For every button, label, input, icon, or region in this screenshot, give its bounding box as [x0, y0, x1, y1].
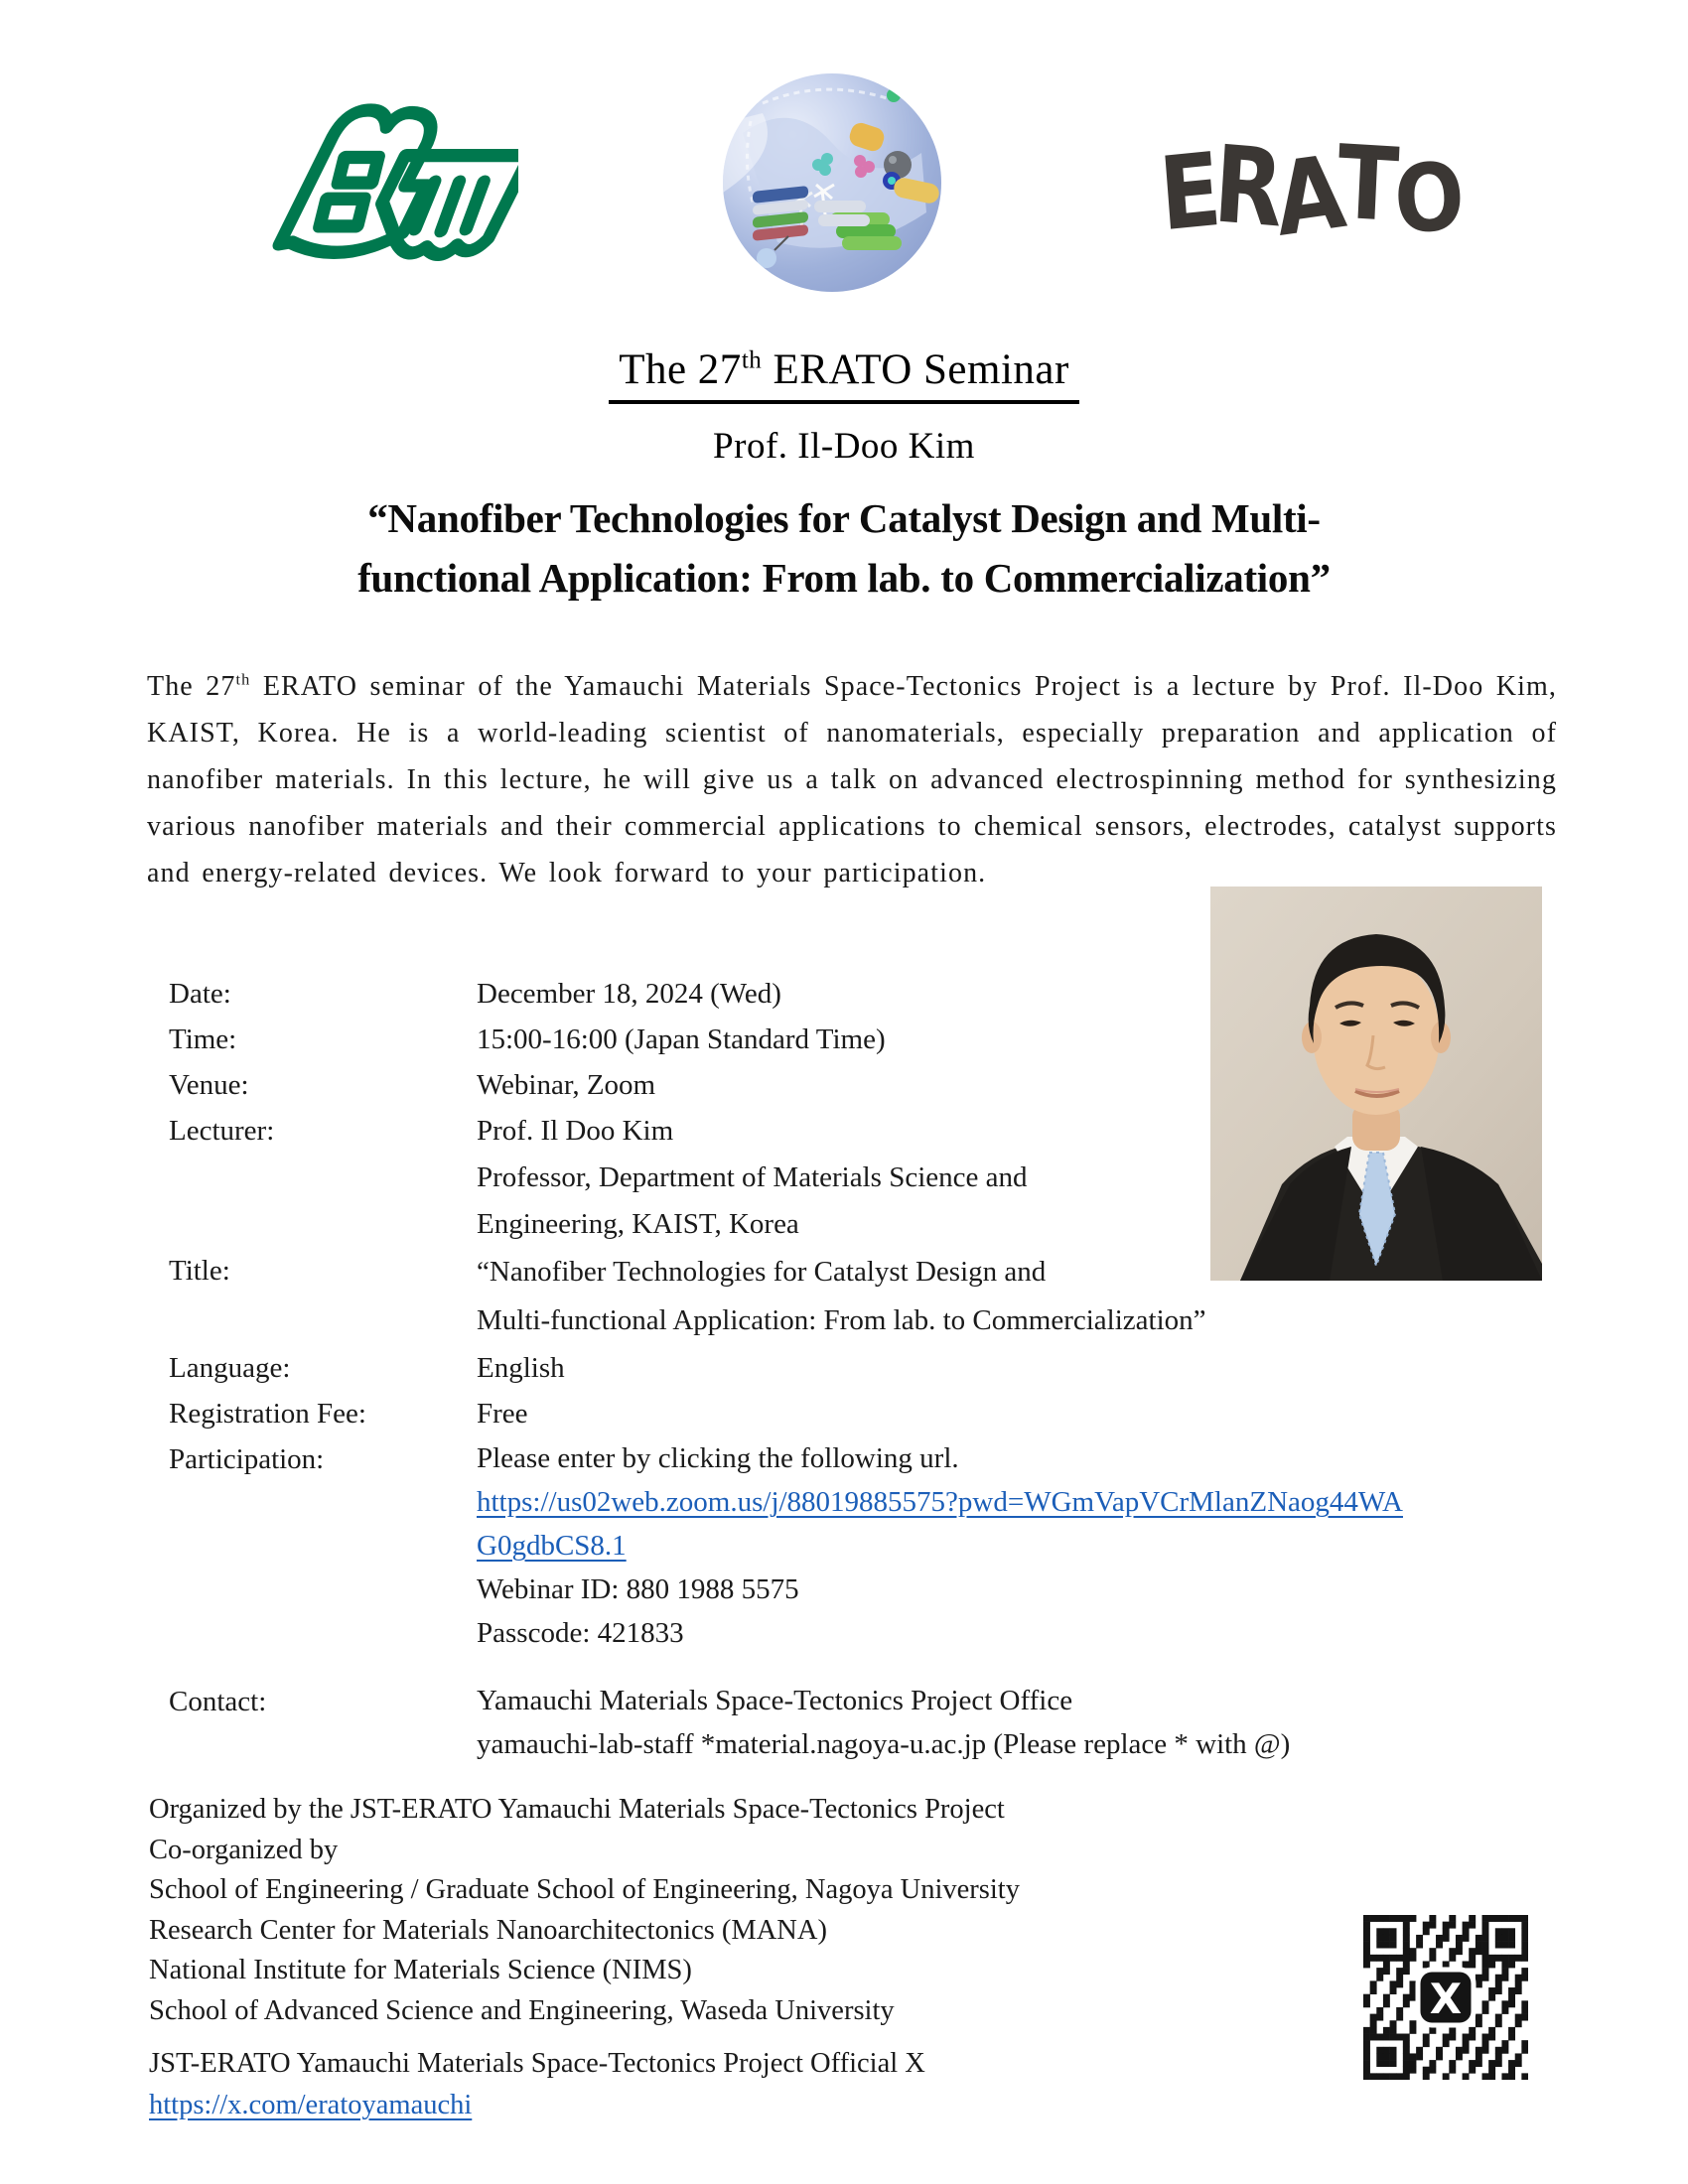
detail-row-lecturer	[169, 1108, 1579, 1248]
detail-row-participation	[169, 1436, 1579, 1655]
zoom-webinar-link[interactable]: https://us02web.zoom.us/j/88019885575?pwd=WGmVapVCrMlanZNaog44WA G0gdbCS8.1	[477, 1486, 1403, 1562]
detail-row-time	[169, 1017, 1579, 1062]
details-section	[169, 971, 1579, 1766]
detail-row-fee	[169, 1391, 1579, 1436]
language-label: Language:	[169, 1352, 291, 1384]
detail-row-contact	[169, 1679, 1579, 1766]
erato-logo: ERATO	[1155, 122, 1462, 260]
logo-row	[0, 0, 1688, 318]
webinar-id: Webinar ID: 880 1988 5575	[477, 1573, 799, 1605]
co-organizer-3: National Institute for Materials Science (NIMS)	[149, 1955, 692, 1985]
participation-label: Participation:	[169, 1443, 325, 1475]
co-organizer-4: School of Advanced Science and Engineering, Waseda University	[149, 1994, 895, 2026]
participation-value	[477, 1436, 1579, 1655]
official-x-label: JST-ERATO Yamauchi Materials Space-Tectonics Project Official X	[149, 2048, 925, 2079]
co-organized-by: Co-organized by	[149, 1834, 339, 1865]
co-organizer-2: Research Center for Materials Nanoarchitectonics (MANA)	[149, 1914, 827, 1946]
registration-fee-value: Free	[477, 1398, 528, 1430]
x-account-link[interactable]: https://x.com/eratoyamauchi	[149, 2090, 473, 2120]
time-value: 15:00-16:00 (Japan Standard Time)	[477, 1024, 886, 1055]
contact-value: Yamauchi Materials Space-Tectonics Project Office yamauchi-lab-staff *material.nagoya-u.ac.jp (Please replace * with @)	[477, 1685, 1291, 1760]
detail-row-title	[169, 1248, 1579, 1345]
detail-row-date	[169, 971, 1579, 1017]
project-logo-icon	[723, 73, 941, 292]
contact-label: Contact:	[169, 1686, 267, 1717]
qr-code-x-account	[1363, 1915, 1528, 2084]
date-label: Date:	[169, 978, 231, 1010]
organizers-section	[149, 1790, 1390, 2031]
time-label: Time:	[169, 1024, 237, 1055]
lecturer-name-heading: Prof. Il-Doo Kim	[713, 426, 975, 467]
svg-text:X: X	[1429, 1975, 1463, 2023]
passcode: Passcode: 421833	[477, 1617, 684, 1649]
date-value: December 18, 2024 (Wed)	[477, 978, 781, 1010]
official-x-section	[149, 2043, 1390, 2126]
organized-by: Organized by the JST-ERATO Yamauchi Materials Space-Tectonics Project	[149, 1794, 1005, 1825]
language-value: English	[477, 1352, 565, 1384]
title-value: “Nanofiber Technologies for Catalyst Design and Multi-functional Application: From lab. to Commercialization”	[477, 1256, 1206, 1336]
nagoya-university-logo-icon	[220, 91, 518, 280]
lecturer-label: Lecturer:	[169, 1115, 275, 1147]
venue-label: Venue:	[169, 1069, 249, 1101]
registration-fee-label: Registration Fee:	[169, 1398, 366, 1430]
venue-value: Webinar, Zoom	[477, 1069, 656, 1101]
detail-row-language	[169, 1345, 1579, 1391]
co-organizer-1: School of Engineering / Graduate School of Engineering, Nagoya University	[149, 1874, 1020, 1905]
detail-row-venue	[169, 1062, 1579, 1108]
title-label: Title:	[169, 1255, 230, 1287]
talk-title: “Nanofiber Technologies for Catalyst Design and Multi- functional Application: From lab. to Commercialization”	[357, 495, 1331, 601]
lecturer-value: Prof. Il Doo Kim Professor, Department of Materials Science and Engineering, KAIST, Korea	[477, 1115, 1028, 1240]
seminar-heading: The 27th ERATO Seminar	[609, 345, 1079, 404]
participation-instruction: Please enter by clicking the following url.	[477, 1442, 959, 1474]
intro-paragraph: The 27th ERATO seminar of the Yamauchi Materials Space-Tectonics Project is a lecture by Prof. Il-Doo Kim, KAIST, Korea. He is a world-leading scientist of nanomaterials, especially preparation and application of nanofiber materials. In this lecture, he will give us a talk on advanced electrospinning method for synthesizing various nanofiber materials and their commercial applications to chemical sensors, electrodes, catalyst supports and energy-related devices. We look forward to your participation.	[147, 670, 1557, 888]
